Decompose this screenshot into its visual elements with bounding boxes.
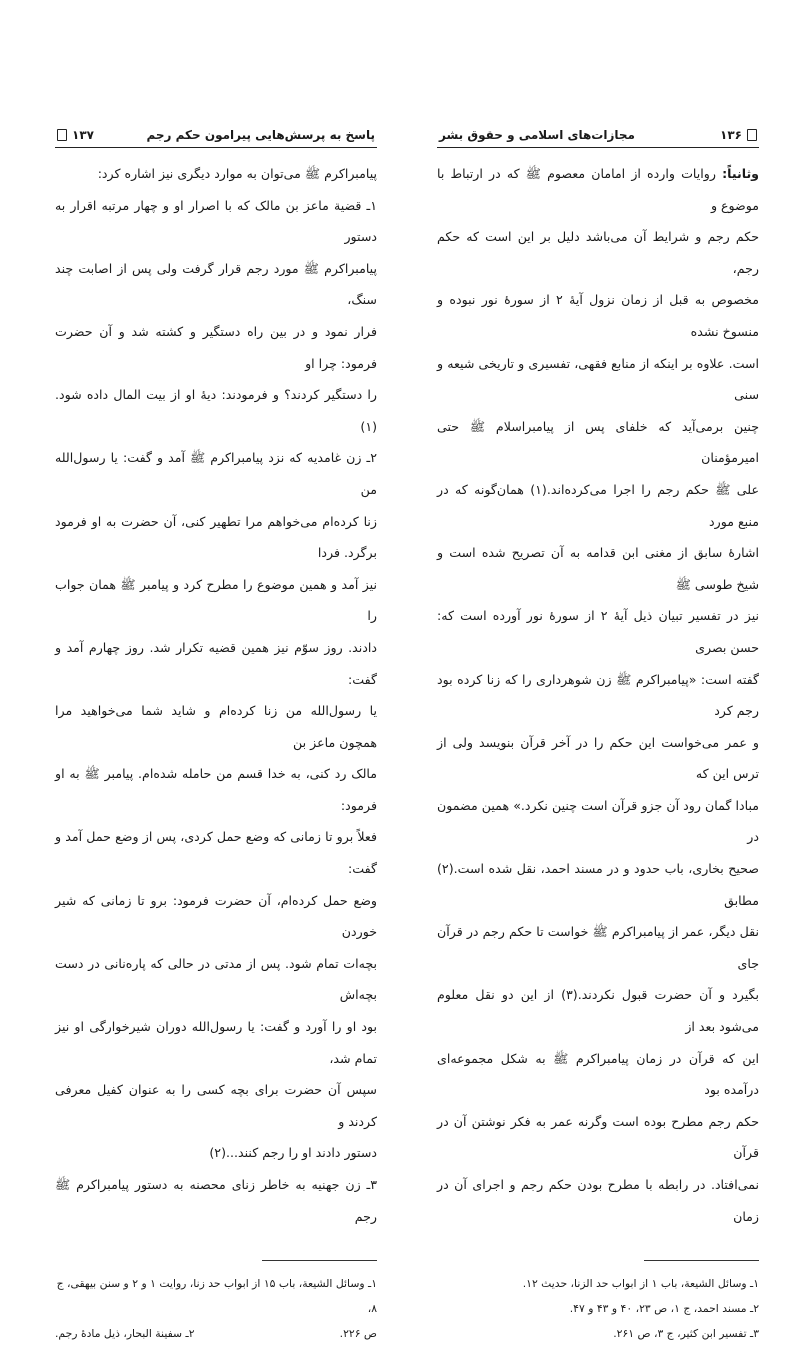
text-line: مالک رد کنی، به خدا قسم من حامله شده‌ام. پیامبر ﷺ به او فرمود: — [55, 766, 377, 813]
left-body-text — [55, 158, 377, 1232]
text-line: ۲ـ زن غامدیه که نزد پیامبراکرم ﷺ آمد و گفت: یا رسول‌الله من — [55, 450, 377, 497]
text-line: نیز در تفسیر تبیان ذیل آیهٔ ۲ از سورهٔ نور آورده است که: حسن بصری — [437, 608, 759, 655]
right-body-text — [437, 158, 759, 1232]
text-line: گفته است: «پیامبراکرم ﷺ زن شوهرداری را که زنا کرده بود رجم کرد — [437, 671, 759, 719]
text-line: دستور دادند او را رجم کنند...(۲) — [209, 1145, 377, 1161]
header-rule — [55, 147, 377, 148]
text-line: نمی‌افتاد. در رابطه با مطرح بودن حکم رجم و اجرای آن در زمان — [437, 1177, 759, 1224]
footnote: ۱ـ وسائل الشیعة، باب ۱ از ابواب حد الزنا، حدیث ۱۲. — [522, 1277, 759, 1291]
footnote-rule — [262, 1260, 377, 1261]
text-line: حکم رجم مطرح بوده است وگرنه عمر به فکر نوشتن آن در قرآن — [437, 1113, 759, 1161]
left-page — [55, 123, 377, 1346]
text-line: بچه‌ات تمام شود. پس از مدتی در حالی که پاره‌نانی در دست بچه‌اش — [55, 955, 377, 1003]
footnote: ۳ـ تفسیر ابن کثیر، ج ۳، ص ۲۶۱. — [613, 1327, 759, 1341]
right-page-header — [437, 123, 759, 147]
bold-lead-word: وثانیاً: — [722, 166, 759, 181]
right-footnotes — [437, 1271, 759, 1346]
right-page-number-group — [720, 128, 757, 142]
header-rule — [437, 147, 759, 148]
page-marker-icon — [747, 129, 757, 141]
text-line: صحیح بخاری، باب حدود و در مسند احمد، نقل شده است.(۲) مطابق — [437, 861, 759, 908]
text-line: نیز آمد و همین موضوع را مطرح کرد و پیامبر ﷺ همان جواب را — [55, 576, 377, 624]
text-line: علی ﷺ حکم رجم را اجرا می‌کرده‌اند.(۱) همان‌گونه که در منبع مورد — [437, 481, 759, 529]
text-line: سپس آن حضرت برای بچه کسی را به عنوان کفیل معرفی کردند و — [55, 1082, 377, 1129]
footnote: ص ۲۲۶. — [339, 1327, 377, 1341]
text-line: مبادا گمان رود آن جزو قرآن است چنین نکرد.» همین مضمون در — [437, 797, 759, 845]
text-line: اشارهٔ سابق از مغنی ابن قدامه به آن تصریح شده است و شیخ طوسی ﷺ — [437, 545, 759, 592]
right-page — [437, 123, 759, 1346]
text-line: است. علاوه بر اینکه از منابع فقهی، تفسیری و تاریخی شیعه و سنی — [437, 355, 759, 403]
text-line: و عمر می‌خواست این حکم را در آخر قرآن بنویسد ولی از ترس این که — [437, 734, 759, 782]
left-page-number-group — [57, 128, 94, 142]
left-page-number: ۱۳۷ — [72, 128, 94, 142]
text-line: فرار نمود و در بین راه دستگیر و کشته شد و آن حضرت فرمود: چرا او — [55, 323, 377, 371]
footnote-row — [55, 1321, 377, 1346]
text-line: دادند. روز سوّم نیز همین قضیه تکرار شد. روز چهارم آمد و گفت: — [55, 639, 377, 687]
right-running-title: مجازات‌های اسلامی و حقوق بشر — [439, 128, 635, 142]
text-line: زنا کرده‌ام می‌خواهم مرا تطهیر کنی، آن حضرت به او فرمود برگرد. فردا — [55, 513, 377, 561]
text-line: ۱ـ قضیة ماعز بن مالک که با اصرار او و چهار مرتبه اقرار به دستور — [55, 197, 377, 245]
text-line: پیامبراکرم ﷺ می‌توان به موارد دیگری نیز اشاره کرد: — [97, 166, 377, 181]
left-footnotes — [55, 1271, 377, 1346]
right-page-number: ۱۳۶ — [720, 128, 742, 142]
text-line: یا رسول‌الله من زنا کرده‌ام و شاید شما می‌خواهید مرا همچون ماعز بن — [55, 703, 377, 750]
text-line — [437, 158, 759, 221]
text-line: چنین برمی‌آید که خلفای پس از پیامبراسلام ﷺ حتی امیرمؤمنان — [437, 418, 759, 466]
text-line: ۳ـ زن جهنیه به خاطر زنای محصنه به دستور پیامبراکرم ﷺ رجم — [55, 1177, 377, 1224]
footnote-rule — [644, 1260, 759, 1261]
text-line: را دستگیر کردند؟ و فرمودند: دیهٔ او از بیت المال داده شود.(۱) — [55, 387, 377, 434]
footnote: ۲ـ سفینة البحار، ذیل مادهٔ رجم. — [55, 1327, 195, 1341]
text-line: حکم رجم و شرایط آن می‌باشد دلیل بر این است که حکم رجم، — [437, 229, 759, 276]
page-marker-icon — [57, 129, 67, 141]
text-line: این که قرآن در زمان پیامبراکرم ﷺ به شکل مجموعه‌ای درآمده بود — [437, 1050, 759, 1098]
text-line: پیامبراکرم ﷺ مورد رجم قرار گرفت ولی پس از اصابت چند سنگ، — [55, 260, 377, 308]
text-line: وضع حمل کرده‌ام، آن حضرت فرمود: برو تا زمانی که شیر خوردن — [55, 892, 377, 940]
text-line: مخصوص به قبل از زمان نزول آیهٔ ۲ از سورهٔ نور نبوده و منسوخ نشده — [437, 292, 759, 339]
left-page-header — [55, 123, 377, 147]
text-line: بگیرد و آن حضرت قبول نکردند.(۳) از این دو نقل معلوم می‌شود بعد از — [437, 987, 759, 1035]
footnote: ۲ـ مسند احمد، ج ۱، ص ۲۳، ۴۰ و ۴۳ و ۴۷. — [569, 1302, 759, 1316]
text-run: روایات وارده از امامان معصوم ﷺ که در ارتباط با موضوع و — [437, 166, 759, 213]
text-line: نقل دیگر، عمر از پیامبراکرم ﷺ خواست تا حکم رجم در قرآن جای — [437, 924, 759, 971]
footnote: ۱ـ وسائل الشیعة، باب ۱۵ از ابواب حد زنا، روایت ۱ و ۲ و سنن بیهقی، ج ۸، — [56, 1277, 377, 1316]
left-running-title: پاسخ به پرسش‌هایی پیرامون حکم رجم — [146, 128, 375, 142]
text-line: بود او را آورد و گفت: یا رسول‌الله دوران شیرخوارگی او نیز تمام شد، — [55, 1019, 377, 1066]
text-line: فعلاً برو تا زمانی که وضع حمل کردی، پس از وضع حمل آمد و گفت: — [55, 829, 377, 877]
